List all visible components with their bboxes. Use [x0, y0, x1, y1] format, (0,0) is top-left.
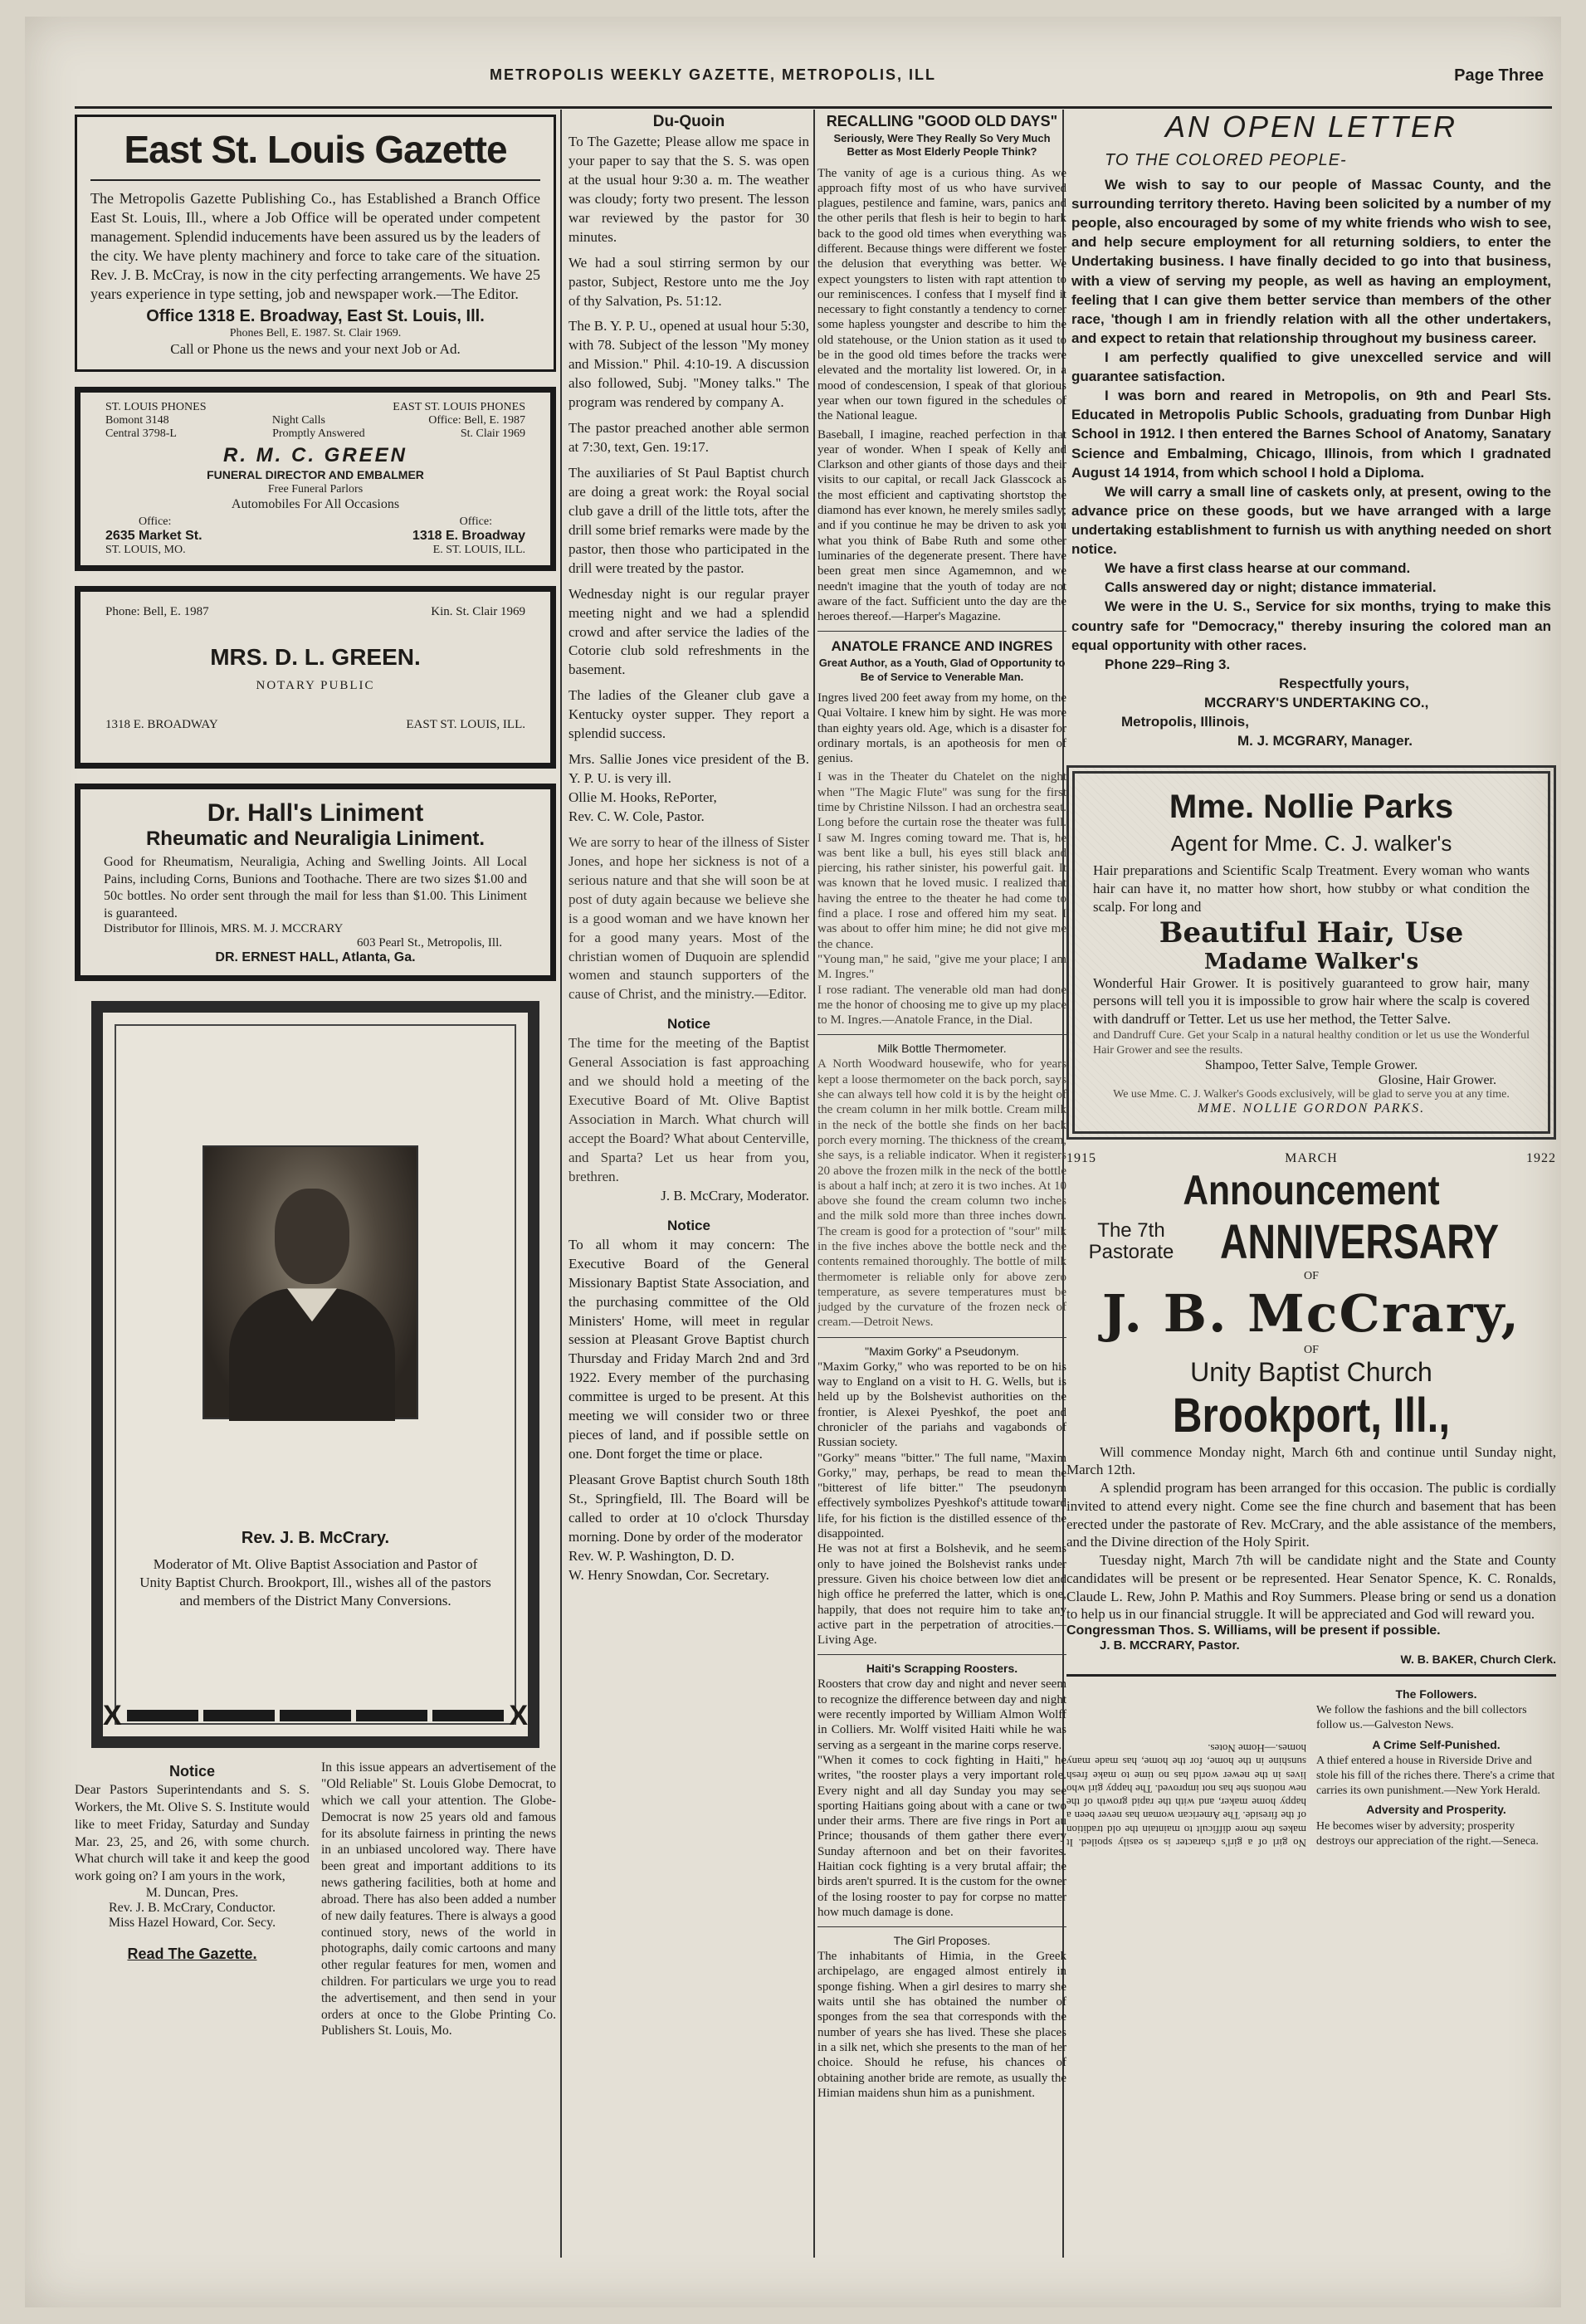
- green-city-r: E. ST. LOUIS, ILL.: [432, 544, 525, 557]
- ann-p1: Will commence Monday night, March 6th and continue until Sunday night, March 12th.: [1066, 1443, 1556, 1478]
- recalling-subtitle: Seriously, Were They Really So Very Much Better as Most Elderly People Think?: [833, 132, 1051, 159]
- followers-body: We follow the fashions and the bill collectors follow us.—Galveston News.: [1316, 1704, 1527, 1732]
- notice2-body-b: Pleasant Grove Baptist church South 18th St., Springfield, Ill. The Board will be called to order at 10 o'clock Thursday morning. Done by order of the moderator: [569, 1472, 809, 1545]
- mrs-green-ad: [75, 586, 556, 769]
- notice1-body: The time for the meeting of the Baptist General Association is fast approaching and we should hold a meeting of the Executive Board of Mt. Olive Baptist Association in March. What church will accept the Board? What about Centerville, and Sparta? Let us hear from you, brethren.: [569, 1035, 809, 1184]
- parks-name: Mme. Nollie Parks: [1169, 788, 1454, 826]
- ss-notice-sig2: Rev. J. B. McCrary, Conductor.: [108, 1901, 276, 1915]
- office-label-r: Office:: [459, 515, 492, 529]
- notice1-sig: J. B. McCrary, Moderator.: [661, 1187, 809, 1204]
- milk-title: Milk Bottle Thermometer.: [877, 1042, 1007, 1056]
- letter-to: TO THE COLORED PEOPLE-: [1105, 151, 1347, 169]
- letter-p1: We wish to say to our people of Massac County, and the surrounding territory thereto. Having been solicited by a number of my people, also encouraged by some of my white friends who wish to see, and help secure employment for all returning soldiers, to enter the Undertaking business. I have finally decided to go into that business, with a view of serving my people, as well as having an employment, feeling that I can give them better service than members of the other race, 'though I am in friendly relation with all the other undertakers, and expect to retain that relationship throughout my business career.: [1071, 177, 1551, 346]
- ann-of-1: OF: [1304, 1269, 1319, 1282]
- liniment-body: Good for Rheumatism, Neuraligia, Aching and Swelling Joints. All Local Pains, including Corns, Bunions and Toothache. There are two sizes $1.00 and 50c bottles. No order sent through the mail for less than $1.00. This Liniment is guaranteed.: [104, 855, 527, 920]
- parks-p4: We use Mme. C. J. Walker's Goods exclusively, will be glad to serve you at any time.: [1113, 1087, 1510, 1101]
- crime-title: A Crime Self-Punished.: [1372, 1737, 1501, 1751]
- letter-company: MCCRARY'S UNDERTAKING CO.,: [1204, 694, 1429, 710]
- recalling-p2: Baseball, I imagine, reached perfection in that year of wonder. When I speak of Kelly and Clarkson and other giants of those days and their visits to our capital, or recall Jack Glasscock as the most efficient and captivating shortstop the diamond has ever known, he merely smiles sadly; and if you continue he may be driven to ask you what you think of Babe Ruth and some other luminaries of the degenerate present. There have been great men since Agamemnon, and we needn't imagine that the youth of today are not aware of the fact. Sufficient unto the day are the heroes thereof.—Harper's Magazine.: [817, 427, 1066, 624]
- estl-phones: EAST ST. LOUIS PHONES: [393, 400, 525, 413]
- globe-notice: [321, 1760, 556, 2039]
- haiti-title: Haiti's Scrapping Roosters.: [866, 1662, 1018, 1676]
- ann-congressman: Congressman Thos. S. Williams, will be present if possible.: [1066, 1623, 1441, 1638]
- liniment-ad: [75, 784, 556, 981]
- column-4: [1066, 110, 1556, 2274]
- night-calls: Night Calls: [271, 413, 325, 427]
- duquoin-p5: The auxiliaries of St Paul Baptist church are doing a great work: the Royal social club gave a drill of the little tots, after the drill some brief remarks were made by the pastor, then those who participated in the drill were treated by the pastor.: [569, 465, 809, 576]
- anatole-subtitle: Great Author, as a Youth, Glad of Opportunity to Be of Service to Venerable Man.: [818, 657, 1066, 683]
- stclair-phone: St. Clair 1969: [460, 427, 525, 440]
- duquoin-title: Du-Quoin: [652, 113, 725, 130]
- gorky-title: "Maxim Gorky" a Pseudonym.: [865, 1344, 1019, 1358]
- adversity-title: Adversity and Prosperity.: [1366, 1803, 1506, 1817]
- gazette-phones: Phones Bell, E. 1987. St. Clair 1969.: [229, 326, 402, 339]
- portrait-xbar: [103, 1699, 528, 1731]
- ann-month: MARCH: [1285, 1150, 1338, 1165]
- parks-p1: Hair preparations and Scientific Scalp Treatment. Every woman who wants hair can have it, no matter how short, how stubby or what condition the scalp. For long and: [1093, 862, 1530, 915]
- letter-city: Metropolis, Illinois,: [1121, 714, 1249, 730]
- mrs-green-phone-r: Kin. St. Clair 1969: [431, 605, 525, 619]
- top-rule: [75, 106, 1552, 109]
- open-letter: [1066, 110, 1556, 750]
- milk-body: A North Woodward housewife, who for years kept a loose thermometer on the back porch, says she can always tell how cold it is by the height of the cream column in her milk bottle. Cream milk in the neck of the bottle she finds on her back porch every morning. The thickness of the cream, she says, is a reliable indicator. When it registers 20 above the frozen milk in the neck of the bottle is about a half inch; at zero it is two inches. At 10 above she found the cream column two inches and the milk sold more than three inches down. The cream is good for a protection of "sour" milk in the five inches above the bottle neck and the contents remained thoroughly. The bottle of milk thermometer is reliable only for above zero temperature, as severe temperatures must be judged by the curvature of the frozen neck of cream.—Detroit News.: [817, 1057, 1066, 1330]
- notice1-title: Notice: [667, 1016, 710, 1033]
- letter-p7: We were in the U. S., Service for six months, trying to make this country safe for "Democracy," thereby insuring the colored man an equal opportunity with other races.: [1071, 598, 1551, 653]
- ann-city: Brookport, Ill.,: [1172, 1388, 1451, 1443]
- portrait-face: [275, 1189, 349, 1284]
- bottom-notices: [75, 1760, 556, 2039]
- notice2-sig2: W. Henry Snowdan, Cor. Secretary.: [569, 1566, 769, 1583]
- anatole-p1: Ingres lived 200 feet away from my home, on the Quai Voltaire. I knew him by sight. He was more than eighty years old. Age, which is a disaster for ordinary mortals, is an apotheosis for men of genius.: [817, 691, 1066, 766]
- notice2-title: Notice: [667, 1217, 710, 1233]
- newspaper-page: [25, 17, 1561, 2307]
- page-label: Page Three: [1454, 66, 1544, 85]
- parks-agent: Agent for Mme. C. J. walker's: [1170, 831, 1452, 857]
- ss-notice-title: Notice: [168, 1763, 215, 1780]
- gorky-p2: "Gorky" means "bitter." The full name, "Maxim Gorky," may, perhaps, be read to mean the "bitterest of life bitter." The pseudonym effectively symbolizes Pyeshkof's attitude toward life, for his fiction is the distilled essence of the disappointed.: [817, 1451, 1066, 1541]
- mrs-green-role: NOTARY PUBLIC: [256, 679, 375, 693]
- running-head: [490, 66, 1544, 91]
- adversity-body: He becomes wiser by adversity; prosperity destroys our appreciation of the right.—Seneca.: [1316, 1819, 1539, 1848]
- stl-phones: ST. LOUIS PHONES: [105, 400, 207, 413]
- liniment-title: Dr. Hall's Liniment: [207, 799, 424, 828]
- green-addr-l: 2635 Market St.: [105, 529, 203, 544]
- portrait-caption-text: Moderator of Mt. Olive Baptist Association and Pastor of Unity Baptist Church. Brookport, Ill., wishes all of the pastors and members of the District Many Conversions.: [139, 1556, 491, 1609]
- ann-year-left: 1915: [1066, 1150, 1096, 1165]
- haiti-p1: Roosters that crow day and night and never seem to recognize the difference between day and night were recently imported by William Almon Wolff in Colliers. Mr. Wolff visited Haiti while he was serving as a sergeant in the marine corps reserve.: [817, 1677, 1066, 1752]
- duquoin-p4: The pastor preached another able sermon at 7:30, text, Gen. 19:17.: [569, 420, 809, 456]
- duquoin-p3: The B. Y. P. U., opened at usual hour 5:30, with 78. Subject of the lesson "My money and Mission." Phil. 4:10-19. A discussion also followed, Subj. "Money talks." The program was rendered by company A.: [569, 318, 809, 411]
- duquoin-p8: Mrs. Sallie Jones vice president of the B. Y. P. U. is very ill.: [569, 751, 809, 787]
- notice2-sig1: Rev. W. P. Washington, D. D.: [569, 1547, 734, 1564]
- letter-p6: Calls answered day or night; distance immaterial.: [1105, 579, 1437, 596]
- parks-sig: MME. NOLLIE GORDON PARKS.: [1197, 1101, 1426, 1116]
- read-gazette: Read The Gazette.: [127, 1946, 257, 1962]
- central-phone: Central 3798-L: [105, 427, 177, 440]
- duquoin-sig2: Rev. C. W. Cole, Pastor.: [569, 808, 705, 824]
- gazette-ad: [75, 115, 556, 372]
- girl-title: The Girl Proposes.: [893, 1934, 991, 1948]
- green-funeral-ad: [75, 387, 556, 571]
- letter-p5: We have a first class hearse at our command.: [1105, 560, 1411, 577]
- letter-close: Respectfully yours,: [1279, 675, 1409, 691]
- column-1: [75, 110, 556, 2274]
- crime-body: A thief entered a house in Riverside Drive and stole his fill of the riches there. There's a crime that carries its own punishment.—New York Herald.: [1316, 1754, 1555, 1798]
- letter-phone: Phone 229–Ring 3.: [1105, 656, 1231, 672]
- liniment-subtitle: Rheumatic and Neuraligia Liniment.: [145, 828, 486, 851]
- bomont-phone: Bomont 3148: [105, 413, 169, 427]
- green-role: FUNERAL DIRECTOR AND EMBALMER: [207, 467, 424, 481]
- haiti-p2: "When it comes to cock fighting in Haiti," he writes, "the rooster plays a very important role. Every night and all day Sunday you may see sporting Haitians going about with a cane or two under their arms. There are five rings in Port au Prince; thousands of them gather there every Sunday afternoon and bet on their favorites. Haitian cock fighting is a very brutal affair; the birds aren't spurred. It is the custom for the owner of the losing rooster to pay for corpse no matter how much damage is done.: [817, 1753, 1066, 1919]
- gazette-office: Office 1318 E. Broadway, East St. Louis, Ill.: [146, 306, 485, 325]
- letter-manager: M. J. MCGRARY, Manager.: [1237, 733, 1413, 749]
- duquoin-p6: Wednesday night is our regular prayer meeting night and we had a splendid crowd and after service the ladies of the Cotorie club sold refreshments in the basement.: [569, 585, 809, 678]
- gorky-p3: He was not at first a Bolshevik, and he seems only to have joined the Bolshevist ranks under pressure. Given his choice between low diet and high office he preferred the latter, which is one, happily, that does not require him to take any active part in the perpetration of atrocities.—Living Age.: [817, 1542, 1066, 1648]
- liniment-distributor: Distributor for Illinois, MRS. M. J. MCCRARY: [104, 922, 344, 936]
- liniment-maker: DR. ERNEST HALL, Atlanta, Ga.: [215, 950, 416, 965]
- promptly-answered: Promptly Answered: [272, 427, 365, 440]
- mrs-green-name: MRS. D. L. GREEN.: [210, 644, 421, 671]
- ss-notice-sig1: M. Duncan, Pres.: [145, 1886, 239, 1900]
- parks-products: Shampoo, Tetter Salve, Temple Grower.: [1204, 1057, 1418, 1072]
- duquoin-p7: The ladies of the Gleaner club gave a Kentucky oyster supper. They report a splendid success.: [569, 687, 809, 742]
- column-3: [817, 110, 1066, 2274]
- gazette-title: East St. Louis Gazette: [124, 128, 507, 171]
- column-rule: [560, 110, 562, 2258]
- ss-notice: [75, 1760, 310, 2039]
- duquoin-p1: To The Gazette; Please allow me space in your paper to say that the S. S. was open at the usual hour 9:30 a. m. The weather was cloudy; forty two present. The lesson war reviewed by the pastor for 30 minutes.: [569, 134, 809, 245]
- running-title: METROPOLIS WEEKLY GAZETTE, METROPOLIS, ILL: [490, 66, 937, 83]
- upside-down-item: No girl of a girl's character is so easily spoiled. It makes the more difficult to maintain the old tradition of the fireside. The American woman has never been a happy home maker, and with the rapid growth of the new notions she has not improved. The happy girl who lives in the newer world has no time to make fresh sunshine in the home, for the home, has made many homes.—Home Notes.: [1066, 1742, 1306, 1849]
- ann-church: Unity Baptist Church: [1190, 1356, 1432, 1387]
- anatole-p3: "Young man," he said, "give me your place; I am M. Ingres.": [817, 952, 1066, 982]
- letter-p2: I am perfectly qualified to give unexcelled service and will guarantee satisfaction.: [1071, 349, 1551, 385]
- notice2-body: To all whom it may concern: The Executive Board of the General Missionary Baptist State Association, and the purchasing committee of the Old Ministers' Home, will meet in regular session at Pleasant Grove Baptist church Thursday and Friday March 2nd and 3rd 1922. Every member of the purchasing committee is urged to be present. At this meeting we will consider two or three pieces of land, and if possible settle on one. Dont forget the time or place.: [569, 1236, 809, 1462]
- ann-7th: The 7th: [1097, 1218, 1165, 1242]
- office-bell: Office: Bell, E. 1987: [428, 413, 525, 427]
- followers-title: The Followers.: [1395, 1687, 1477, 1702]
- parks-glossine: Glosine, Hair Grower.: [1378, 1072, 1496, 1087]
- ann-p2: A splendid program has been arranged for this occasion. The public is cordially invited to attend every night. Come see the fine church and basement that has been erected under the pastorate of Rev. McCrary, and the able assistance of the members, and the Divine direction of the Holy Spirit.: [1066, 1480, 1556, 1550]
- parks-p2: Wonderful Hair Grower. It is positively guaranteed to grow hair, many persons will tell you it is impossible to grow hair where the scalp is covered with dandruff or Tetter. Let us use her method, the Tetter Salve.: [1093, 974, 1530, 1028]
- ann-pastorate: Pastorate: [1088, 1241, 1174, 1264]
- ann-anniversary: ANNIVERSARY: [1220, 1214, 1500, 1269]
- mrs-green-phone-l: Phone: Bell, E. 1987: [105, 605, 209, 619]
- anatole-p4: I rose radiant. The venerable old man had done me the honor of choosing me to give up my place to M. Ingres.—Anatole France, in the Dial.: [817, 983, 1066, 1028]
- x-mark-right: X: [509, 1699, 528, 1731]
- office-label-l: Office:: [139, 515, 172, 529]
- ann-clerk: W. B. BAKER, Church Clerk.: [1400, 1653, 1556, 1667]
- globe-notice-body: In this issue appears an advertisement of the "Old Reliable" St. Louis Globe Democrat, to which we call your attention. The Globe-Democrat is now 25 years old and famous for its absolute fairness in printing the news in an unbiased uncolored way. There have been great and important additions to its news gathering facilities, both at home and abroad. There has also been added a number of new daily features. There is always a good continued story, news of the world in photographs, daily comic cartoons and many other regular features for men, women and children. For particulars we urge you to read the advertisement, and then send in your orders at once to the Globe Printing Co. Publishers St. Louis, Mo.: [321, 1760, 556, 2038]
- bottom-fillers: [1066, 1674, 1556, 1849]
- mrs-green-addr-l: 1318 E. BROADWAY: [105, 718, 218, 732]
- parks-p3: and Dandruff Cure. Get your Scalp in a natural healthy condition or let us use the Wonderful Hair Grower and see the results.: [1093, 1028, 1530, 1057]
- parks-ad: [1066, 765, 1556, 1139]
- column-rule: [813, 110, 815, 2258]
- ann-pastor-name: J. B. McCrary,: [1101, 1282, 1521, 1344]
- green-city-l: ST. LOUIS, MO.: [105, 544, 186, 557]
- filler-notes: [1316, 1683, 1556, 1849]
- portrait-name: Rev. J. B. McCrary.: [241, 1529, 390, 1548]
- duquoin-p2: We had a soul stirring sermon by our pastor, Subject, Restore unto me the Joy of thy Salvation, Ps. 51:12.: [569, 254, 809, 309]
- letter-title: AN OPEN LETTER: [1164, 110, 1458, 144]
- portrait-frame: [91, 1001, 539, 1748]
- recalling-p1: The vanity of age is a curious thing. As we approach fifty most of us who have survived plagues, pestilence and famine, wars, panics and the other perils that flesh is heir to begin to hark back to the good old times when everything was different. Because things were different we foster the delusion that everything was better. We expect youngsters to listen with rapt attention to our reminiscences. I confess that I myself find it necessary to fight constantly a tendency to corner some hapless youngster and describe to him the old statehouse, or the Union station as it used to be in the good old times before the tracks were elevated and the mortality list lowered. Or, in a mood of condescension, I speak of that glorious year when our town figured in the schedules of the National league.: [817, 166, 1066, 423]
- gazette-body: The Metropolis Gazette Publishing Co., has Established a Branch Office East St. Louis, Ill., where a Job Office will be operated under competent management. Splendid inducements have been assured us by the leaders of the city. We have plenty machinery and force to take care of the situation. Rev. J. B. McCray, is now in the city perfecting arrangements. We have 25 years experience in type setting, job and newspaper work.—The Editor.: [90, 189, 540, 302]
- ss-notice-sig3: Miss Hazel Howard, Cor. Secy.: [108, 1916, 276, 1930]
- anniversary-announcement: [1066, 1151, 1556, 1667]
- column-2: [569, 110, 809, 2274]
- gazette-call: Call or Phone us the news and your next Job or Ad.: [170, 340, 461, 357]
- portrait-photo: [203, 1145, 418, 1419]
- green-parlors: Free Funeral Parlors: [267, 483, 364, 496]
- x-mark-left: X: [103, 1699, 122, 1731]
- portrait-caption: [136, 1527, 495, 1610]
- duquoin-sig1: Ollie M. Hooks, RePorter,: [569, 789, 717, 805]
- parks-beautiful: Beautiful Hair, Use: [1159, 915, 1464, 950]
- anatole-title: ANATOLE FRANCE AND INGRES: [831, 638, 1053, 655]
- ss-notice-body: Dear Pastors Superintendants and S. S. Workers, the Mt. Olive S. S. Institute would like to meet Friday, Saturday and Sunday Mar. 23, 25, and 26, with some church. What church will take it and keep the good work going on? I am yours in the work,: [75, 1783, 310, 1884]
- letter-p3: I was born and reared in Metropolis, on 9th and Pearl Sts. Educated in Metropolis Public Schools, graduating from Dunbar High School in 1912. I then entered the Barnes School of Anatomy, Sanatary Science and Embalming, Chicago, Illinois, from which I gradnated August 14 1914, from which school I hold a Diploma.: [1071, 388, 1551, 481]
- mrs-green-addr-r: EAST ST. LOUIS, ILL.: [406, 718, 525, 732]
- ann-title: Announcement: [1183, 1166, 1440, 1213]
- ann-year-right: 1922: [1526, 1150, 1556, 1165]
- ann-of-2: OF: [1304, 1343, 1319, 1356]
- ann-p3: Tuesday night, March 7th will be candidate night and the State and County candidates will be present or be represented. Hear Senator Spence, K. C. Ronalds, Claude L. Rew, John P. Mathis and Roy Summers. Please bring or send us a donation to help us in our financial struggle. It will be appreciated and God will reward you.: [1066, 1552, 1556, 1623]
- girl-body: The inhabitants of Himia, in the Greek archipelago, are engaged almost entirely in sponge fishing. When a girl desires to marry she waits until she has obtained the number of sponges from the sea that corresponds with the number of years she has lived. These she places in a silk net, which she presents to the man of her choice. Should he refuse, his chances of obtaining another bride are remote, as usually the Himian maidens shun him as a punishment.: [817, 1950, 1066, 2100]
- parks-walker: Madame Walker's: [1203, 949, 1419, 974]
- letter-p4: We will carry a small line of caskets only, at present, owing to the advance price on these goods, but we have arranged with a large undertaking establishment to furnish us with anything needed on short notice.: [1071, 483, 1551, 558]
- gorky-p1: "Maxim Gorky," who was reported to be on his way to England on a visit to H. G. Wells, but is held up by the Bolshevist authorities on the frontier, is Alexei Pyeshkof, the poet and chronicler of the pariahs and vagabonds of Russian society.: [817, 1360, 1066, 1450]
- green-autos: Automobiles For All Occasions: [231, 497, 400, 512]
- duquoin-p9: We are sorry to hear of the illness of Sister Jones, and hope her sickness is not of a serious nature and that she will soon be at post of duty again because we believe she is a good woman and we have known her for a good many years. Most of the christian women of Duquoin are splendid women and staunch supporters of the cause of Christ, and the ministry.—Editor.: [569, 833, 809, 1003]
- green-name: R. M. C. GREEN: [222, 443, 407, 466]
- green-addr-r: 1318 E. Broadway: [412, 529, 525, 544]
- ann-pastor: J. B. MCCRARY, Pastor.: [1100, 1638, 1240, 1653]
- liniment-addr: 603 Pearl St., Metropolis, Ill.: [357, 936, 502, 950]
- anatole-p2: I was in the Theater du Chatelet on the night when "The Magic Flute" was sung for the first time by Christine Nilsson. I had an orchestra seat. Long before the curtain rose the theater was full. I saw M. Ingres coming toward me. That is, he was bent like a bull, his eyes still black and piercing, his rather sinister, his powerful gait. It was known that he loved music. I realized that having the entree to the theater he had come to find a place. I rose and offered him my seat. I was about to offer him mine; he did not give me the chance.: [817, 770, 1066, 951]
- recalling-title: RECALLING "GOOD OLD DAYS": [826, 113, 1058, 129]
